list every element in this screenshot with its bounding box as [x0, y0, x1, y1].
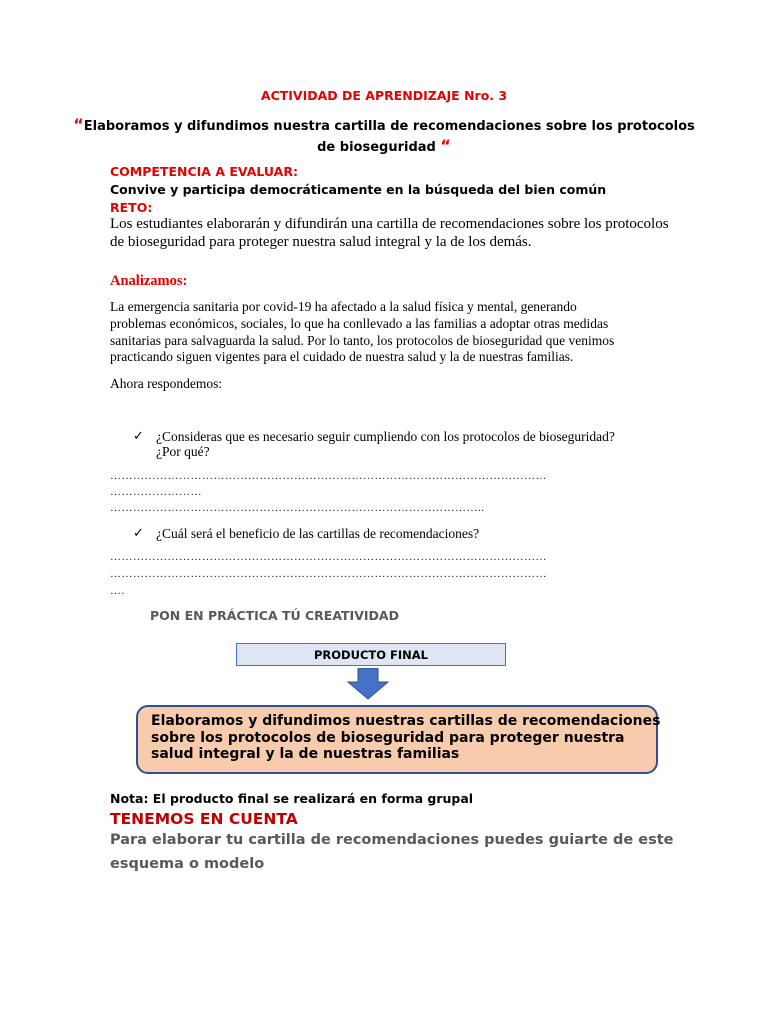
- answer-line: ……………………………………………………………………………………..: [110, 502, 485, 514]
- question-2-line1: ¿Cuál será el beneficio de las cartillas de recomendaciones?: [156, 526, 480, 541]
- answer-line: ……………………………………………………………………………………………………: [110, 470, 547, 482]
- check-icon: ✓: [133, 428, 144, 443]
- reto-text-line1: Los estudiantes elaborarán y difundirán una cartilla de recomendaciones sobre los protocolos: [110, 216, 669, 232]
- analizamos-paragraph-line: sanitarias para salvaguarda la salud. Por lo tanto, los protocolos de bioseguridad que venimos: [110, 333, 615, 348]
- guidance-text-line2: esquema o modelo: [110, 856, 265, 872]
- answer-line: ……………………………………………………………………………………………………: [110, 551, 547, 563]
- subtitle-text-1: Elaboramos y difundimos nuestra cartilla de recomendaciones sobre los protocolos: [83, 119, 695, 134]
- answer-line: ….: [110, 585, 125, 597]
- group-note: Nota: El producto final se realizará en forma grupal: [110, 791, 474, 806]
- respond-prompt: Ahora respondemos:: [110, 376, 223, 391]
- down-arrow-icon: [346, 668, 390, 700]
- reto-text-line2: de bioseguridad para proteger nuestra salud integral y la de los demás.: [110, 234, 532, 250]
- competencia-heading: COMPETENCIA A EVALUAR:: [110, 164, 298, 179]
- competencia-text: Convive y participa democráticamente en la búsqueda del bien común: [110, 182, 607, 197]
- open-quote: “: [73, 115, 84, 134]
- final-product-line: Elaboramos y difundimos nuestras cartillas de recomendaciones: [151, 713, 661, 729]
- analizamos-paragraph-line: problemas económicos, sociales, lo que ha conllevado a las familias a adoptar otras medidas: [110, 316, 609, 331]
- analizamos-paragraph-line: La emergencia sanitaria por covid-19 ha afectado a la salud física y mental, generando: [110, 299, 577, 314]
- activity-subtitle-line1: [0, 115, 768, 134]
- question-1-line1: ¿Consideras que es necesario seguir cumpliendo con los protocolos de bioseguridad?: [156, 429, 615, 444]
- close-quote: “: [440, 136, 451, 155]
- activity-title: ACTIVIDAD DE APRENDIZAJE Nro. 3: [260, 88, 508, 103]
- answer-line: ……………………………………………………………………………………………………: [110, 568, 547, 580]
- practice-heading: PON EN PRÁCTICA TÚ CREATIVIDAD: [150, 608, 399, 623]
- guidance-text-line1: Para elaborar tu cartilla de recomendaciones puedes guiarte de este: [110, 832, 674, 848]
- check-icon: ✓: [133, 525, 144, 540]
- final-product-line: sobre los protocolos de bioseguridad para proteger nuestra: [151, 730, 625, 746]
- final-product-line: salud integral y la de nuestras familias: [151, 746, 460, 762]
- activity-subtitle-line2: [0, 136, 768, 155]
- answer-line: ……………………: [110, 486, 202, 498]
- analizamos-paragraph-line: practicando siguen vigentes para el cuidado de nuestra salud y la de nuestras familias.: [110, 349, 574, 364]
- tenemos-heading: TENEMOS EN CUENTA: [110, 810, 298, 828]
- analizamos-heading: Analizamos:: [110, 273, 188, 289]
- product-final-label: PRODUCTO FINAL: [314, 648, 428, 662]
- reto-heading: RETO:: [110, 200, 153, 215]
- question-1-line2: ¿Por qué?: [156, 444, 210, 459]
- subtitle-text-2: de bioseguridad: [317, 140, 441, 155]
